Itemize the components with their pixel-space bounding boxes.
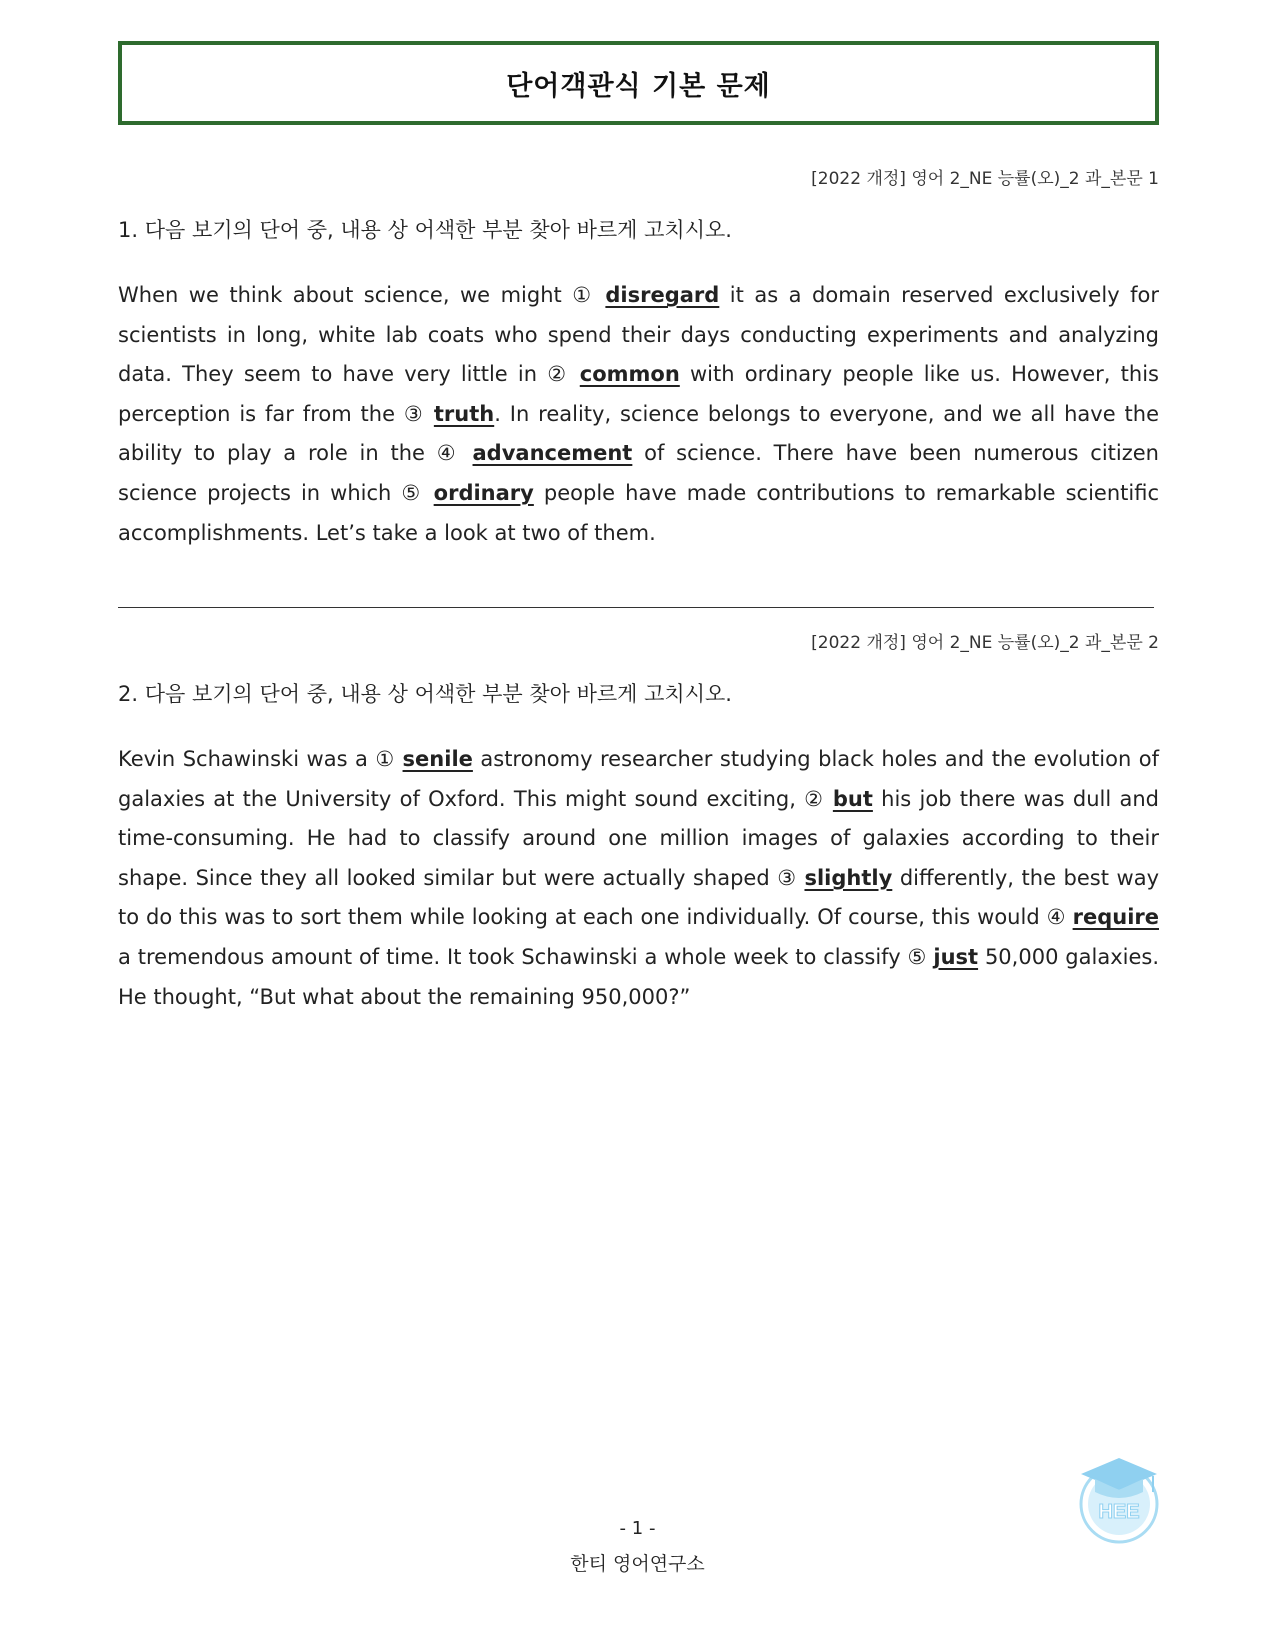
option-word: advancement: [472, 441, 633, 466]
option-word: senile: [402, 747, 473, 771]
option-word: just: [933, 944, 979, 969]
option-word: slightly: [804, 865, 893, 890]
organization-name: 한티 영어연구소: [570, 1553, 705, 1575]
question-prompt-1: 1. 다음 보기의 단어 중, 내용 상 어색한 부분 찾아 바르게 고치시오.: [118, 218, 732, 242]
page-number: - 1 -: [619, 1518, 656, 1539]
source-label-2: [2022 개정] 영어 2_NE 능률(오)_2 과_본문 2: [811, 633, 1159, 653]
option-word: common: [579, 362, 680, 387]
section-divider: [118, 607, 1154, 608]
passage-1: When we think about science, we might ① disregard it as a domain reserved exclusively for scientists in long, white lab coats who spend their days conducting experiments and analyzing data. They seem to have very little in ② common with ordinary people like us. However, this perception is far from the ③ truth. In reality, science belongs to everyone, and we all have the ability to play a role in the ④ advancement of science. There have been numerous citizen science projects in which ⑤ ordinary people have made contributions to remarkable scientific accomplishments. Let’s take a look at two of them.: [118, 283, 1159, 545]
passage-2: Kevin Schawinski was a ① senile astronomy researcher studying black holes and the evolution of galaxies at the University of Oxford. This might sound exciting, ② but his job there was dull and time-consuming. He had to classify around one million images of galaxies according to their shape. Since they all looked similar but were actually shaped ③ slightly differently, the best way to do this was to sort them while looking at each one individually. Of course, this would ④ require a tremendous amount of time. It took Schawinski a whole week to classify ⑤ just 50,000 galaxies. He thought, “But what about the remaining 950,000?”: [118, 747, 1160, 1009]
question-prompt-2: 2. 다음 보기의 단어 중, 내용 상 어색한 부분 찾아 바르게 고치시오.: [118, 682, 732, 706]
option-word: truth: [433, 401, 495, 426]
logo-text: HEE: [1098, 1501, 1140, 1523]
option-word: require: [1072, 905, 1159, 930]
option-word: ordinary: [433, 480, 534, 505]
option-word: disregard: [605, 283, 720, 307]
source-label-1: [2022 개정] 영어 2_NE 능률(오)_2 과_본문 1: [811, 169, 1159, 189]
title-box: [118, 41, 1159, 125]
page-title: 단어객관식 기본 문제: [506, 70, 771, 102]
option-word: but: [832, 786, 873, 811]
